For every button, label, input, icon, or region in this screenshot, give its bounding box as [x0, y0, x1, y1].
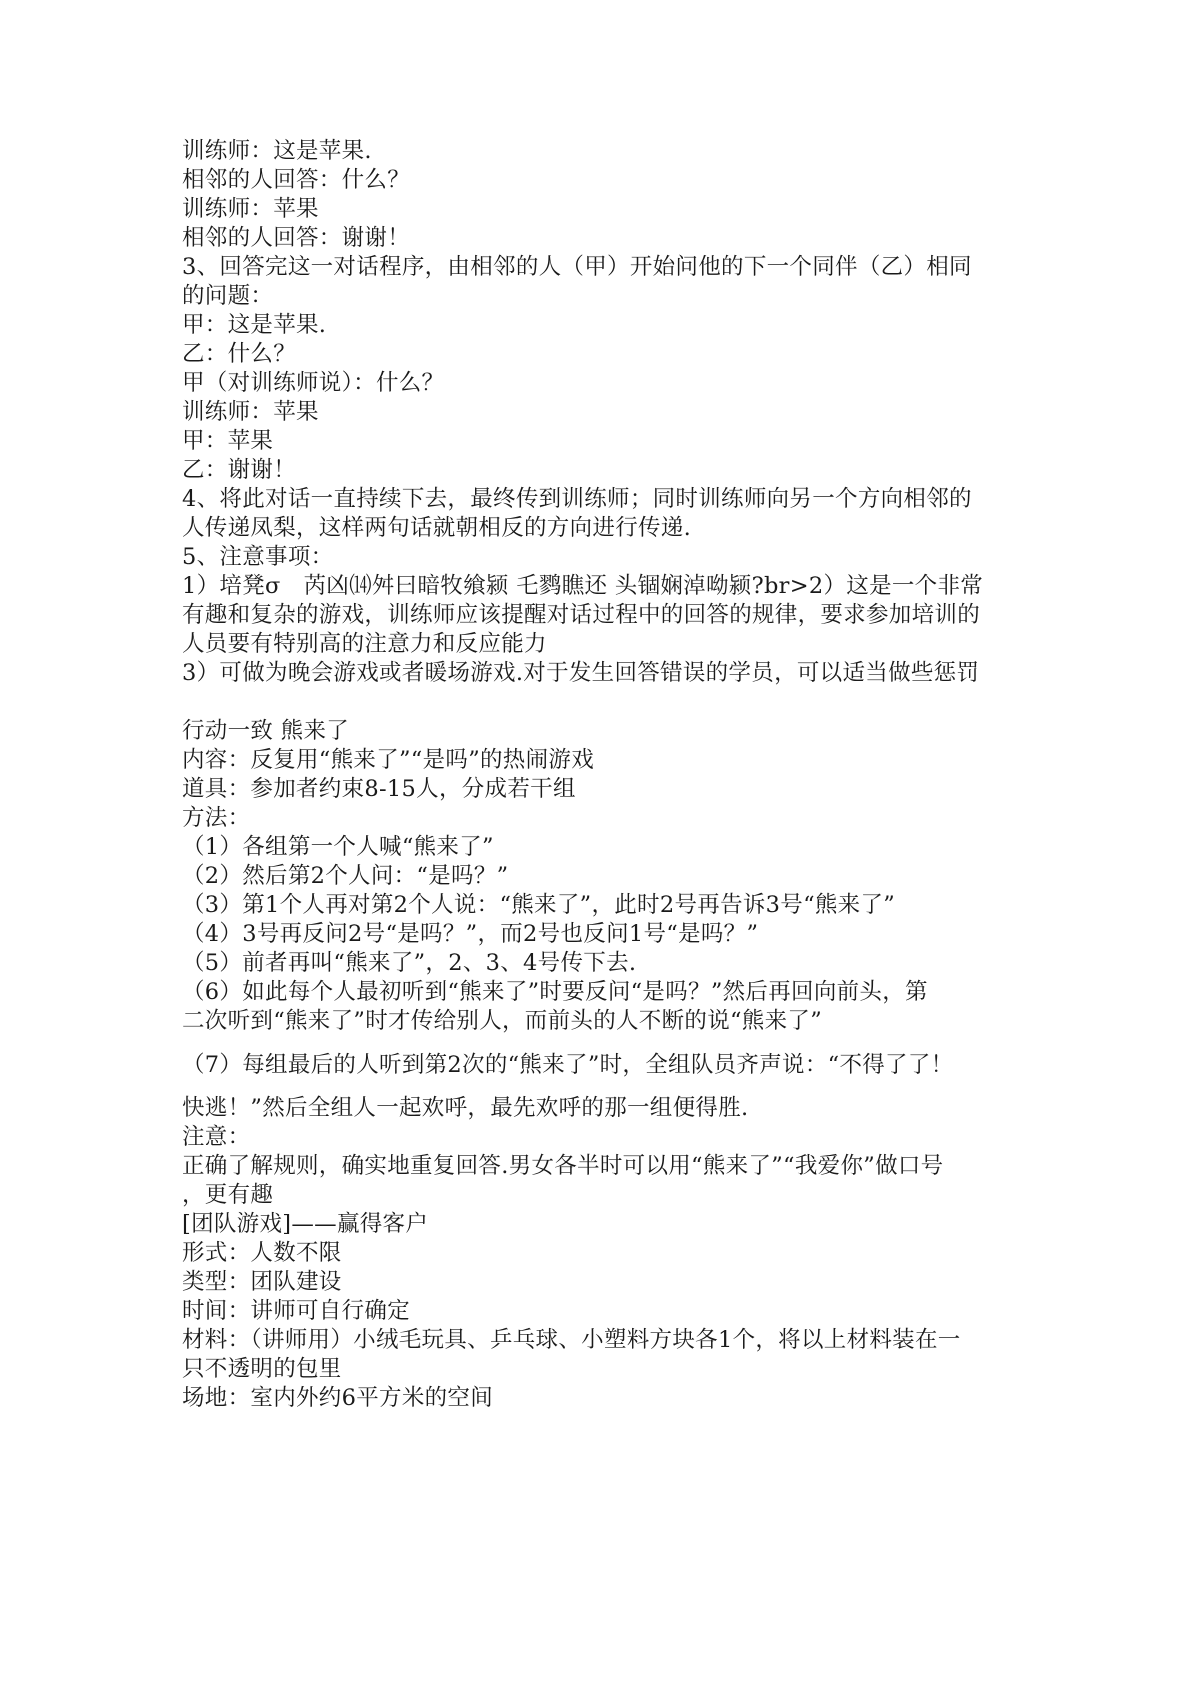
- text-line: （6）如此每个人最初听到“熊来了”时要反问“是吗？”然后再回向前头，第: [182, 979, 928, 1005]
- text-line: （5）前者再叫“熊来了”，2、3、4号传下去.: [182, 950, 637, 976]
- text-line: 相邻的人回答：什么？: [182, 167, 411, 193]
- text-line: （4）3号再反问2号“是吗？”，而2号也反问1号“是吗？”: [182, 921, 759, 947]
- text-line: 乙：谢谢！: [182, 457, 297, 483]
- text-line: 训练师：苹果: [182, 399, 319, 425]
- text-line: 二次听到“熊来了”时才传给别人，而前头的人不断的说“熊来了”: [182, 1008, 823, 1034]
- text-line: ，更有趣: [182, 1182, 274, 1208]
- text-line: 类型：团队建设: [182, 1269, 342, 1295]
- text-line: 甲：这是苹果.: [182, 312, 327, 338]
- text-line: 相邻的人回答：谢谢！: [182, 225, 411, 251]
- text-line: （7）每组最后的人听到第2次的“熊来了”时，全组队员齐声说：“不得了了！: [182, 1052, 954, 1078]
- section-title: [团队游戏]——赢得客户: [182, 1211, 429, 1237]
- text-line: 正确了解规则，确实地重复回答.男女各半时可以用“熊来了”“我爱你”做口号: [182, 1153, 944, 1179]
- text-line: 道具：参加者约束8-15人，分成若干组: [182, 776, 576, 802]
- text-line: 甲：苹果: [182, 428, 274, 454]
- text-line: （3）第1个人再对第2个人说：“熊来了”，此时2号再告诉3号“熊来了”: [182, 892, 896, 918]
- text-line: 快逃！”然后全组人一起欢呼，最先欢呼的那一组便得胜.: [182, 1095, 749, 1121]
- text-line: 训练师：这是苹果.: [182, 138, 372, 164]
- text-line: 形式：人数不限: [182, 1240, 342, 1266]
- text-line: 乙：什么？: [182, 341, 297, 367]
- text-line: 3）可做为晚会游戏或者暖场游戏.对于发生回答错误的学员，可以适当做些惩罚: [182, 660, 980, 686]
- text-line: 注意：: [182, 1124, 251, 1150]
- text-line: 5、注意事项：: [182, 544, 334, 570]
- section-title: 行动一致 熊来了: [182, 718, 350, 744]
- text-line: 人传递凤梨，这样两句话就朝相反的方向进行传递.: [182, 515, 692, 541]
- text-line: 方法：: [182, 805, 251, 831]
- text-line: 4、将此对话一直持续下去，最终传到训练师；同时训练师向另一个方向相邻的: [182, 486, 972, 512]
- text-line: 人员要有特别高的注意力和反应能力: [182, 631, 547, 657]
- text-line: 只不透明的包里: [182, 1356, 342, 1382]
- text-line: 内容：反复用“熊来了”“是吗”的热闹游戏: [182, 747, 595, 773]
- text-line: 有趣和复杂的游戏，训练师应该提醒对话过程中的回答的规律，要求参加培训的: [182, 602, 981, 628]
- text-line: 训练师：苹果: [182, 196, 319, 222]
- text-line: 时间：讲师可自行确定: [182, 1298, 411, 1324]
- text-line: （1）各组第一个人喊“熊来了”: [182, 834, 494, 860]
- text-line: 1）培凳σ 芮凶⒁舛曰暗牧飨颍 乇鹨瞧还 头锢娴淖呦颍?br>2）这是一个非常: [182, 573, 984, 599]
- text-line: 材料：（讲师用）小绒毛玩具、乒乓球、小塑料方块各1个，将以上材料装在一: [182, 1327, 961, 1353]
- text-line: 场地：室内外约6平方米的空间: [182, 1385, 494, 1411]
- text-line: 甲（对训练师说）：什么？: [182, 370, 445, 396]
- text-line: 3、回答完这一对话程序，由相邻的人（甲）开始问他的下一个同伴（乙）相同: [182, 254, 972, 280]
- text-line: 的问题：: [182, 283, 274, 309]
- text-line: （2）然后第2个人问：“是吗？”: [182, 863, 509, 889]
